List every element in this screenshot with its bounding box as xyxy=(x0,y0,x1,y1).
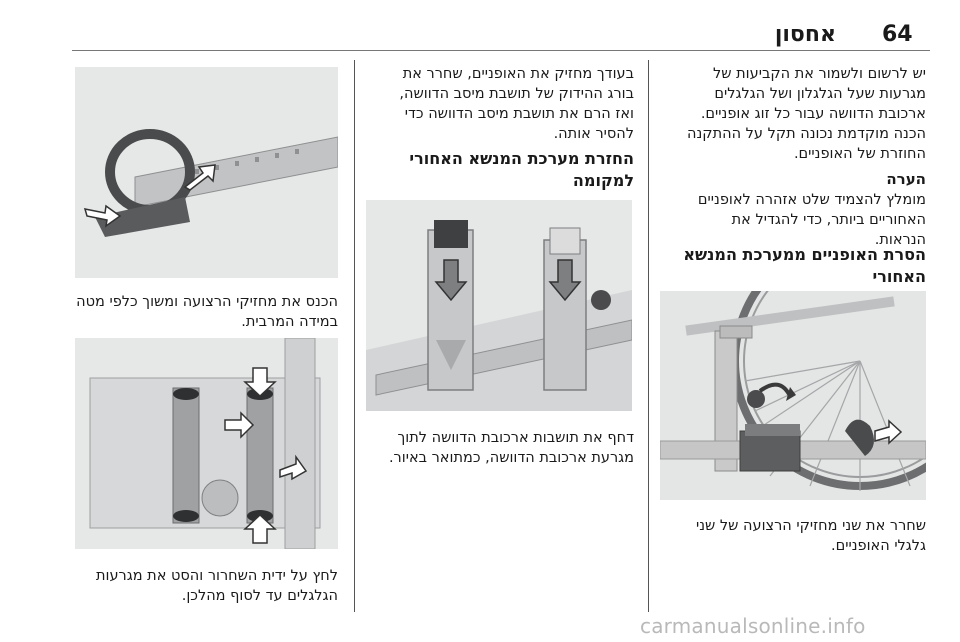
text-line: בורג ההידוק של תושבת מיסב הדוושה, xyxy=(399,86,634,102)
text-line: מגרעת ארכובת הדוושה, כמתואר באיור. xyxy=(388,450,634,466)
pedal-holders-illustration xyxy=(366,200,632,411)
heading-line: למקומה xyxy=(572,171,634,190)
column-divider-left xyxy=(354,60,355,612)
removal-heading xyxy=(660,244,926,288)
right-intro-text xyxy=(660,64,926,164)
left-caption-1 xyxy=(75,292,338,332)
text-line: הגלגלים עד לסוף מהלכן. xyxy=(181,588,338,604)
text-line: הכנס את מחזיקי הרצועה ומשוך כלפי מטה xyxy=(76,294,338,310)
text-line: הכנה מוקדמת נכונה תקל על ההתקנה xyxy=(687,126,926,142)
note-text xyxy=(660,190,926,250)
wheel-channels-illustration xyxy=(75,338,338,549)
text-line: האחוריים ביותר, כדי להגדיל את xyxy=(731,212,926,228)
heading-line: האחורי xyxy=(872,267,926,286)
text-line: להסיר אותה. xyxy=(553,126,634,142)
middle-intro-text xyxy=(366,64,634,144)
text-line: לחץ על ידית השחרור והסט את מגרעות xyxy=(95,568,338,584)
left-caption-2 xyxy=(75,566,338,606)
text-line: שחרר את שני מחזיקי הרצועה של שני xyxy=(695,518,926,534)
page-number: 64 xyxy=(882,22,913,47)
text-line: ואז הרם את תושבת מיסב הדוושה כדי xyxy=(404,106,634,122)
text-line: גלגלי האופניים. xyxy=(831,538,926,554)
page-header xyxy=(0,0,960,52)
strap-holder-illustration xyxy=(75,67,338,278)
text-line: יש לרשום ולשמור את הקביעות של xyxy=(713,66,926,82)
heading-line: החזרת מערכת המנשא האחורי xyxy=(409,149,634,168)
reinstall-heading xyxy=(366,148,634,192)
header-rule xyxy=(72,50,930,51)
text-line: מומלץ להצמיד שלט אזהרה לאופניים xyxy=(697,192,926,208)
section-title: אחסון xyxy=(774,22,836,47)
text-line: דחף את תושבות ארכובת הדוושה לתוך xyxy=(397,430,634,446)
middle-caption xyxy=(366,428,634,468)
text-line: הנראות. xyxy=(874,232,926,248)
text-line: במידה המרבית. xyxy=(241,314,338,330)
column-divider-right xyxy=(648,60,649,612)
heading-line: הסרת האופניים ממערכת המנשא xyxy=(683,245,926,264)
bike-wheel-strap-illustration xyxy=(660,291,926,500)
note-label: הערה xyxy=(886,170,926,188)
text-line: ארכובת הדוושה עבור כל זוג אופניים. xyxy=(700,106,926,122)
text-line: מגרעות שעל הגלגלון ושל הגלגלים xyxy=(714,86,926,102)
site-watermark: carmanualsonline.info xyxy=(640,614,866,638)
text-line: בעודך מחזיק את האופניים, שחרר את xyxy=(402,66,634,82)
text-line: החוזרת של האופניים. xyxy=(793,146,926,162)
right-caption xyxy=(660,516,926,556)
